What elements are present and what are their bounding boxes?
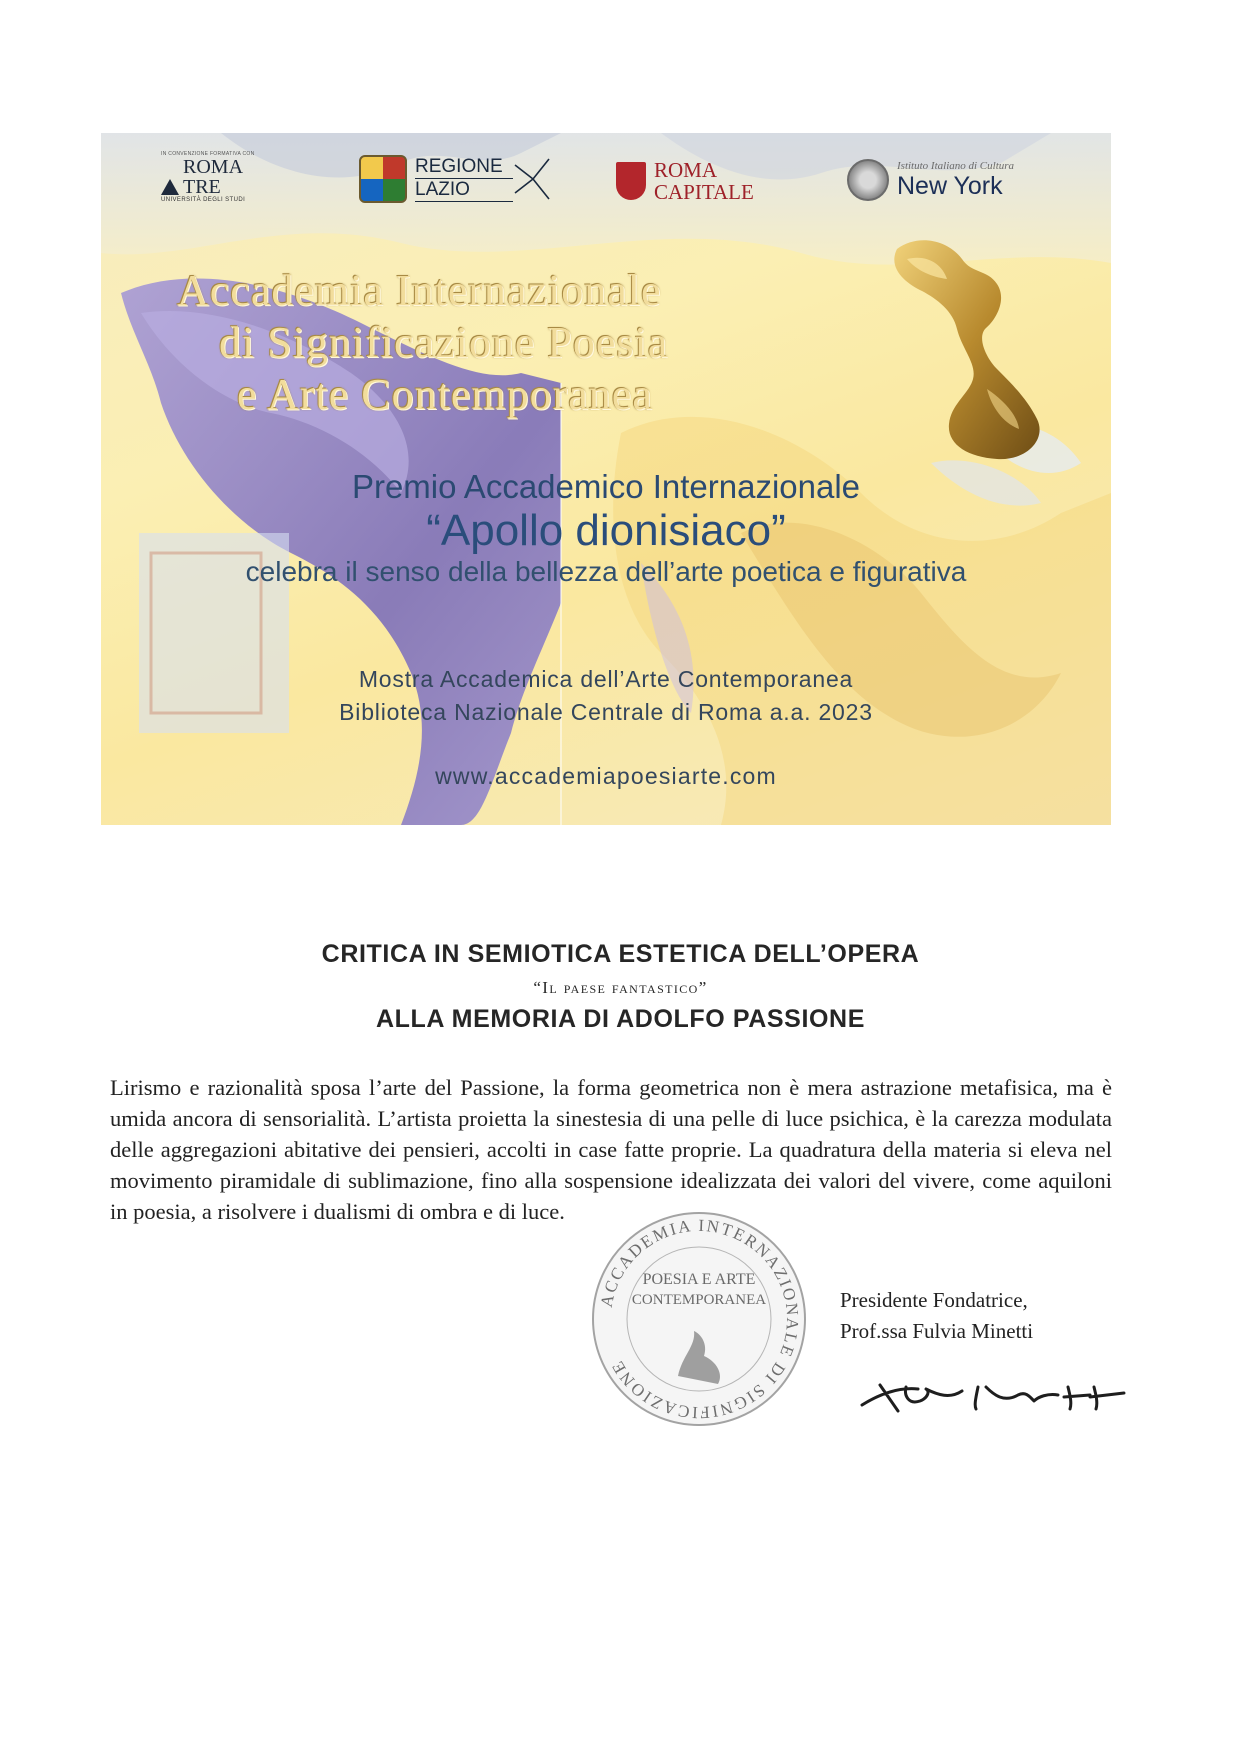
president-signature bbox=[858, 1365, 1128, 1425]
roma-capitale-line1: ROMA bbox=[654, 158, 718, 182]
president-block bbox=[840, 1285, 1120, 1347]
premio-title: Premio Accademico Internazionale bbox=[351, 468, 861, 505]
seal-inner-line1: POESIA E ARTE bbox=[642, 1271, 756, 1288]
seal-inner-line2: CONTEMPORANEA bbox=[631, 1292, 767, 1308]
mostra-block bbox=[101, 663, 1111, 729]
website-url: www.accademiapoesiarte.com bbox=[435, 763, 777, 789]
italian-republic-emblem-icon bbox=[847, 159, 889, 201]
work-title: “Il paese fantastico” bbox=[533, 978, 708, 997]
accademia-line1: Accademia Internazionale bbox=[177, 266, 662, 315]
roma-capitale-line2: CAPITALE bbox=[654, 180, 754, 204]
president-title: Presidente Fondatrice, bbox=[840, 1288, 1028, 1312]
president-name: Prof.ssa Fulvia Minetti bbox=[840, 1319, 1034, 1343]
award-banner bbox=[101, 133, 1111, 825]
roma-tre-line1: ROMA bbox=[183, 156, 244, 178]
iic-caption: Istituto Italiano di Cultura bbox=[897, 160, 1015, 172]
roma-tre-arch-icon bbox=[161, 179, 179, 195]
regione-lazio-chevron-icon bbox=[513, 157, 551, 201]
roma-capitale-shield-icon bbox=[616, 162, 646, 200]
regione-lazio-line1: REGIONE bbox=[415, 156, 513, 179]
premio-name: “Apollo dionisiaco” bbox=[426, 506, 786, 555]
regione-lazio-line2: LAZIO bbox=[415, 179, 513, 202]
roma-tre-line2: TRE bbox=[183, 176, 221, 198]
accademia-seal bbox=[586, 1206, 812, 1432]
golden-statue-icon bbox=[877, 229, 1077, 469]
premio-tagline: celebra il senso della bellezza dell’arte poetica e figurativa bbox=[245, 556, 967, 587]
seal-outer-text: ACCADEMIA INTERNAZIONALE DI SIGNIFICAZIONE bbox=[596, 1215, 803, 1423]
roma-capitale-logo bbox=[616, 159, 754, 203]
accademia-line2: di Significazione Poesia bbox=[219, 318, 669, 367]
mostra-line2: Biblioteca Nazionale Centrale di Roma a.a. 2023 bbox=[339, 699, 873, 725]
accademia-line3: e Arte Contemporanea bbox=[237, 370, 653, 419]
roma-tre-logo bbox=[161, 151, 255, 203]
regione-lazio-emblem-icon bbox=[359, 155, 407, 203]
document-heading: CRITICA IN SEMIOTICA ESTETICA DELL’OPERA bbox=[321, 940, 920, 968]
iic-city: New York bbox=[897, 172, 1003, 200]
roma-tre-caption: IN CONVENZIONE FORMATIVA CON bbox=[161, 151, 255, 157]
mostra-line1: Mostra Accademica dell’Arte Contemporanea bbox=[358, 666, 854, 692]
critique-paragraph: Lirismo e razionalità sposa l’arte del Passione, la forma geometrica non è mera astrazione metafisica, ma è umida ancora di sensorialità. L’artista proietta la sinestesia di una pelle di luce psichica, è la carezza modulata delle aggregazioni abitative dei pensieri, accolti in case fatte proprie. La quadratura della materia si eleva nel movimento piramidale di sublimazione, fino alla sospensione idealizzata dei valori del vivere, come aquiloni in poesia, a risolvere i dualismi di ombra e di luce. bbox=[110, 1075, 1112, 1224]
memorial-heading: ALLA MEMORIA DI ADOLFO PASSIONE bbox=[376, 1005, 865, 1033]
regione-lazio-logo bbox=[359, 155, 551, 203]
roma-tre-line3: UNIVERSITÀ DEGLI STUDI bbox=[161, 197, 246, 203]
iic-new-york-logo bbox=[847, 159, 1014, 201]
premio-block bbox=[101, 468, 1111, 588]
accademia-title bbox=[161, 265, 921, 421]
